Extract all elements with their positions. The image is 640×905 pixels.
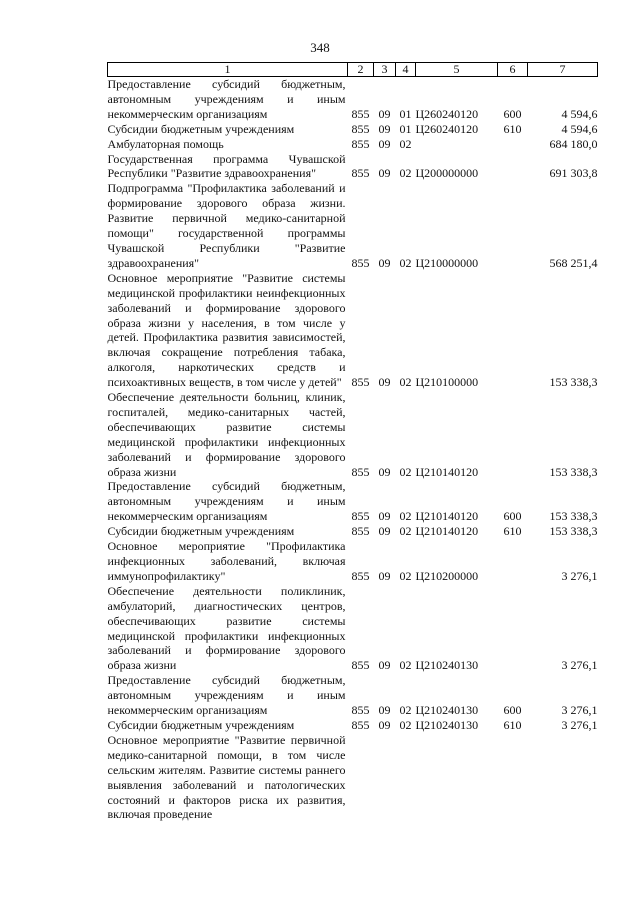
row-admin-code: 855	[351, 717, 370, 732]
row-subsection: 02	[399, 717, 412, 732]
row-amount: 3 276,1	[561, 568, 598, 583]
row-subsection: 02	[399, 255, 412, 270]
column-header-7: 7	[528, 63, 598, 77]
table-row	[108, 718, 598, 733]
budget-table	[107, 62, 598, 822]
row-amount: 691 303,8	[549, 166, 598, 181]
row-subsection: 02	[399, 166, 412, 181]
row-expense-type	[498, 539, 528, 584]
row-admin-code: 855	[351, 509, 370, 524]
row-name: Предоставление субсидий бюджетным, автономным учреждениям и иным некоммерческим организациям	[107, 673, 346, 718]
row-name: Предоставление субсидий бюджетным, автономным учреждениям и иным некоммерческим организациям	[107, 77, 346, 121]
row-target-item: Ц260240120	[415, 106, 479, 121]
row-admin-code: 855	[351, 166, 370, 181]
row-expense-type: 610	[503, 121, 522, 136]
row-section: 09	[378, 568, 391, 583]
row-expense-type	[498, 584, 528, 673]
table-row	[108, 524, 598, 539]
row-section: 09	[378, 136, 391, 151]
row-subsection: 02	[399, 136, 412, 151]
row-expense-type: 600	[503, 703, 522, 718]
row-target-item: Ц210100000	[415, 375, 479, 390]
row-admin-code: 855	[351, 568, 370, 583]
row-admin-code: 855	[351, 703, 370, 718]
row-admin-code: 855	[351, 464, 370, 479]
row-subsection: 02	[399, 703, 412, 718]
row-target-item: Ц210140120	[415, 509, 479, 524]
row-admin-code: 855	[351, 121, 370, 136]
column-header-2: 2	[348, 63, 374, 77]
column-header-3: 3	[374, 63, 396, 77]
table-row	[108, 122, 598, 137]
row-name: Основное мероприятие "Профилактика инфекционных заболеваний, включая иммунопрофилактику"	[107, 539, 346, 583]
table-row	[108, 733, 598, 822]
row-subsection	[396, 733, 416, 822]
row-subsection: 02	[399, 509, 412, 524]
row-amount: 4 594,6	[561, 121, 598, 136]
header-row	[108, 63, 598, 77]
row-subsection: 02	[399, 658, 412, 673]
row-amount: 3 276,1	[561, 703, 598, 718]
row-section: 09	[378, 524, 391, 539]
row-target-item: Ц210200000	[415, 568, 479, 583]
row-subsection: 02	[399, 524, 412, 539]
table-row	[108, 181, 598, 270]
row-admin-code: 855	[351, 658, 370, 673]
row-expense-type: 610	[503, 717, 522, 732]
table-row	[108, 673, 598, 718]
row-section: 09	[378, 464, 391, 479]
row-subsection: 02	[399, 375, 412, 390]
row-expense-type: 610	[503, 524, 522, 539]
row-target-item: Ц260240120	[415, 121, 479, 136]
row-name: Основное мероприятие "Развитие первичной медико-санитарной помощи, в том числе сельским жителям. Развитие системы раннего выявления заболеваний и патологических состояний и факторов риска их развития, включая проведение	[107, 732, 346, 822]
row-amount: 153 338,3	[549, 464, 598, 479]
row-name: Предоставление субсидий бюджетным, автономным учреждениям и иным некоммерческим организациям	[107, 479, 346, 524]
row-amount: 3 276,1	[561, 658, 598, 673]
table-row	[108, 539, 598, 584]
row-subsection: 01	[399, 106, 412, 121]
column-header-4: 4	[396, 63, 416, 77]
column-header-6: 6	[498, 63, 528, 77]
row-name: Подпрограмма "Профилактика заболеваний и формирование здорового образа жизни. Развитие первичной медико-санитарной помощи" государственной программы Чувашской Республики "Развитие здравоохранения"	[107, 181, 346, 270]
row-target-item: Ц210240130	[415, 658, 479, 673]
row-amount: 684 180,0	[549, 136, 598, 151]
row-name: Основное мероприятие "Развитие системы медицинской профилактики неинфекционных заболеваний и формирование здорового образа жизни у населения, в том числе у детей. Профилактика развития зависимостей, включая сокращение потребления табака, алкоголя, наркотических средств и психоактивных веществ, в том числе у детей"	[107, 270, 346, 390]
row-admin-code: 855	[351, 255, 370, 270]
row-section: 09	[378, 121, 391, 136]
row-subsection: 01	[399, 121, 412, 136]
row-target-item: Ц200000000	[415, 166, 479, 181]
row-admin-code: 855	[351, 136, 370, 151]
row-name: Субсидии бюджетным учреждениям	[107, 524, 295, 539]
table-row	[108, 77, 598, 122]
row-name: Субсидии бюджетным учреждениям	[107, 121, 295, 136]
row-target-item: Ц210240130	[415, 703, 479, 718]
row-section	[374, 733, 396, 822]
row-section: 09	[378, 166, 391, 181]
table-row	[108, 390, 598, 479]
table-row	[108, 584, 598, 673]
table-row	[108, 271, 598, 390]
row-section: 09	[378, 658, 391, 673]
row-expense-type	[498, 137, 528, 152]
row-amount: 4 594,6	[561, 106, 598, 121]
row-amount	[528, 733, 598, 822]
row-admin-code: 855	[351, 375, 370, 390]
row-target-item: Ц210000000	[415, 255, 479, 270]
row-target-item: Ц210140120	[415, 524, 479, 539]
row-section: 09	[378, 375, 391, 390]
page-number: 348	[310, 40, 330, 55]
row-section: 09	[378, 255, 391, 270]
row-name: Обеспечение деятельности поликлиник, амбулаторий, диагностических центров, обеспечивающих развитие системы медицинской профилактики инфекционных заболеваний и формирование здорового образа жизни	[107, 583, 346, 673]
row-expense-type	[498, 152, 528, 182]
row-target-item	[416, 137, 498, 152]
column-header-1: 1	[108, 63, 348, 77]
row-name: Амбулаторная помощь	[107, 136, 224, 151]
row-expense-type	[498, 390, 528, 479]
row-amount: 153 338,3	[549, 524, 598, 539]
row-name: Субсидии бюджетным учреждениям	[107, 717, 295, 732]
row-admin-code: 855	[351, 524, 370, 539]
row-target-item	[416, 733, 498, 822]
row-amount: 3 276,1	[561, 717, 598, 732]
row-expense-type: 600	[503, 106, 522, 121]
row-expense-type	[498, 271, 528, 390]
table-row	[108, 479, 598, 524]
row-section: 09	[378, 703, 391, 718]
table-row	[108, 152, 598, 182]
row-section: 09	[378, 509, 391, 524]
row-name: Обеспечение деятельности больниц, клиник, госпиталей, медико-санитарных частей, обеспечивающих развитие системы медицинской профилактики инфекционных заболеваний и формирование здорового образа жизни	[107, 390, 346, 479]
row-admin-code: 855	[351, 106, 370, 121]
row-expense-type	[498, 181, 528, 270]
row-admin-code	[348, 733, 374, 822]
column-header-5: 5	[416, 63, 498, 77]
row-amount: 153 338,3	[549, 509, 598, 524]
row-target-item: Ц210240130	[415, 717, 479, 732]
row-name: Государственная программа Чувашской Республики "Развитие здравоохранения"	[107, 151, 346, 181]
row-subsection: 02	[399, 568, 412, 583]
row-subsection: 02	[399, 464, 412, 479]
row-expense-type: 600	[503, 509, 522, 524]
row-expense-type	[498, 733, 528, 822]
row-amount: 568 251,4	[549, 255, 598, 270]
row-section: 09	[378, 106, 391, 121]
row-target-item: Ц210140120	[415, 464, 479, 479]
row-amount: 153 338,3	[549, 375, 598, 390]
row-section: 09	[378, 717, 391, 732]
table-row	[108, 137, 598, 152]
